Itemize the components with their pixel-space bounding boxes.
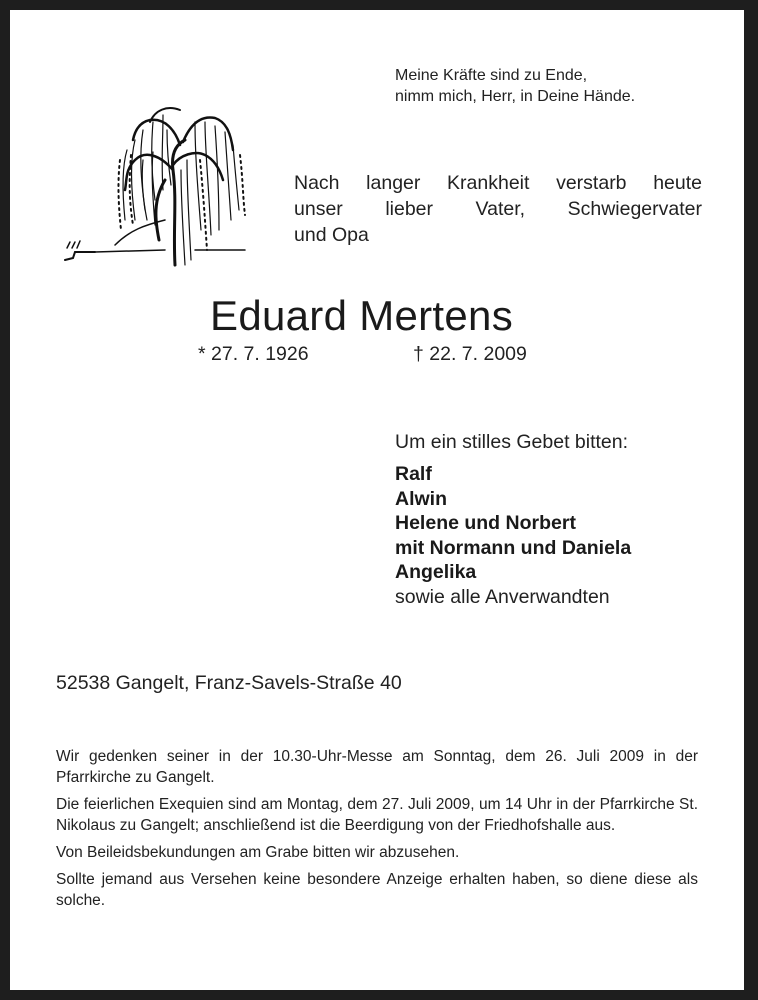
prayer-request: Um ein stilles Gebet bitten: <box>395 431 629 453</box>
intro-text <box>294 170 702 248</box>
notice-paragraph: Sollte jemand aus Versehen keine besondere Anzeige erhalten haben, so diene diese als solche. <box>56 871 698 909</box>
service-notices <box>56 746 698 917</box>
intro-line: unser lieber Vater, Schwiegervater <box>294 198 702 220</box>
intro-line: Nach langer Krankheit verstarb heute <box>294 172 702 194</box>
obituary-page <box>10 10 744 990</box>
motto-line: Meine Kräfte sind zu Ende, <box>395 67 588 84</box>
weeping-willow-icon <box>55 60 255 270</box>
notice-paragraph: Von Beileidsbekundungen am Grabe bitten wir abzusehen. <box>56 844 460 861</box>
notice-paragraph: Wir gedenken seiner in der 10.30-Uhr-Messe am Sonntag, dem 26. Juli 2009 in der Pfarrkirche zu Gangelt. <box>56 748 698 786</box>
mourners-closing: sowie alle Anverwandten <box>395 585 610 608</box>
mourner-name: Helene und Norbert <box>395 512 576 534</box>
motto-verse <box>395 65 635 107</box>
motto-line: nimm mich, Herr, in Deine Hände. <box>395 88 636 105</box>
mourner-name: mit Normann und Daniela <box>395 536 632 559</box>
mourner-name: Alwin <box>395 487 447 510</box>
mourners-list <box>395 462 631 609</box>
deceased-name: Eduard Mertens <box>210 292 514 339</box>
intro-line: und Opa <box>294 224 369 246</box>
mourner-name: Angelika <box>395 561 477 583</box>
notice-paragraph: Die feierlichen Exequien sind am Montag, dem 27. Juli 2009, um 14 Uhr in der Pfarrkirche St. Nikolaus zu Gangelt; anschließend ist die Beerdigung von der Friedhofshalle aus. <box>56 796 698 834</box>
death-date: † 22. 7. 2009 <box>413 343 527 365</box>
birth-date: * 27. 7. 1926 <box>198 343 309 365</box>
mourner-name: Ralf <box>395 463 432 485</box>
family-address: 52538 Gangelt, Franz-Savels-Straße 40 <box>56 672 402 694</box>
